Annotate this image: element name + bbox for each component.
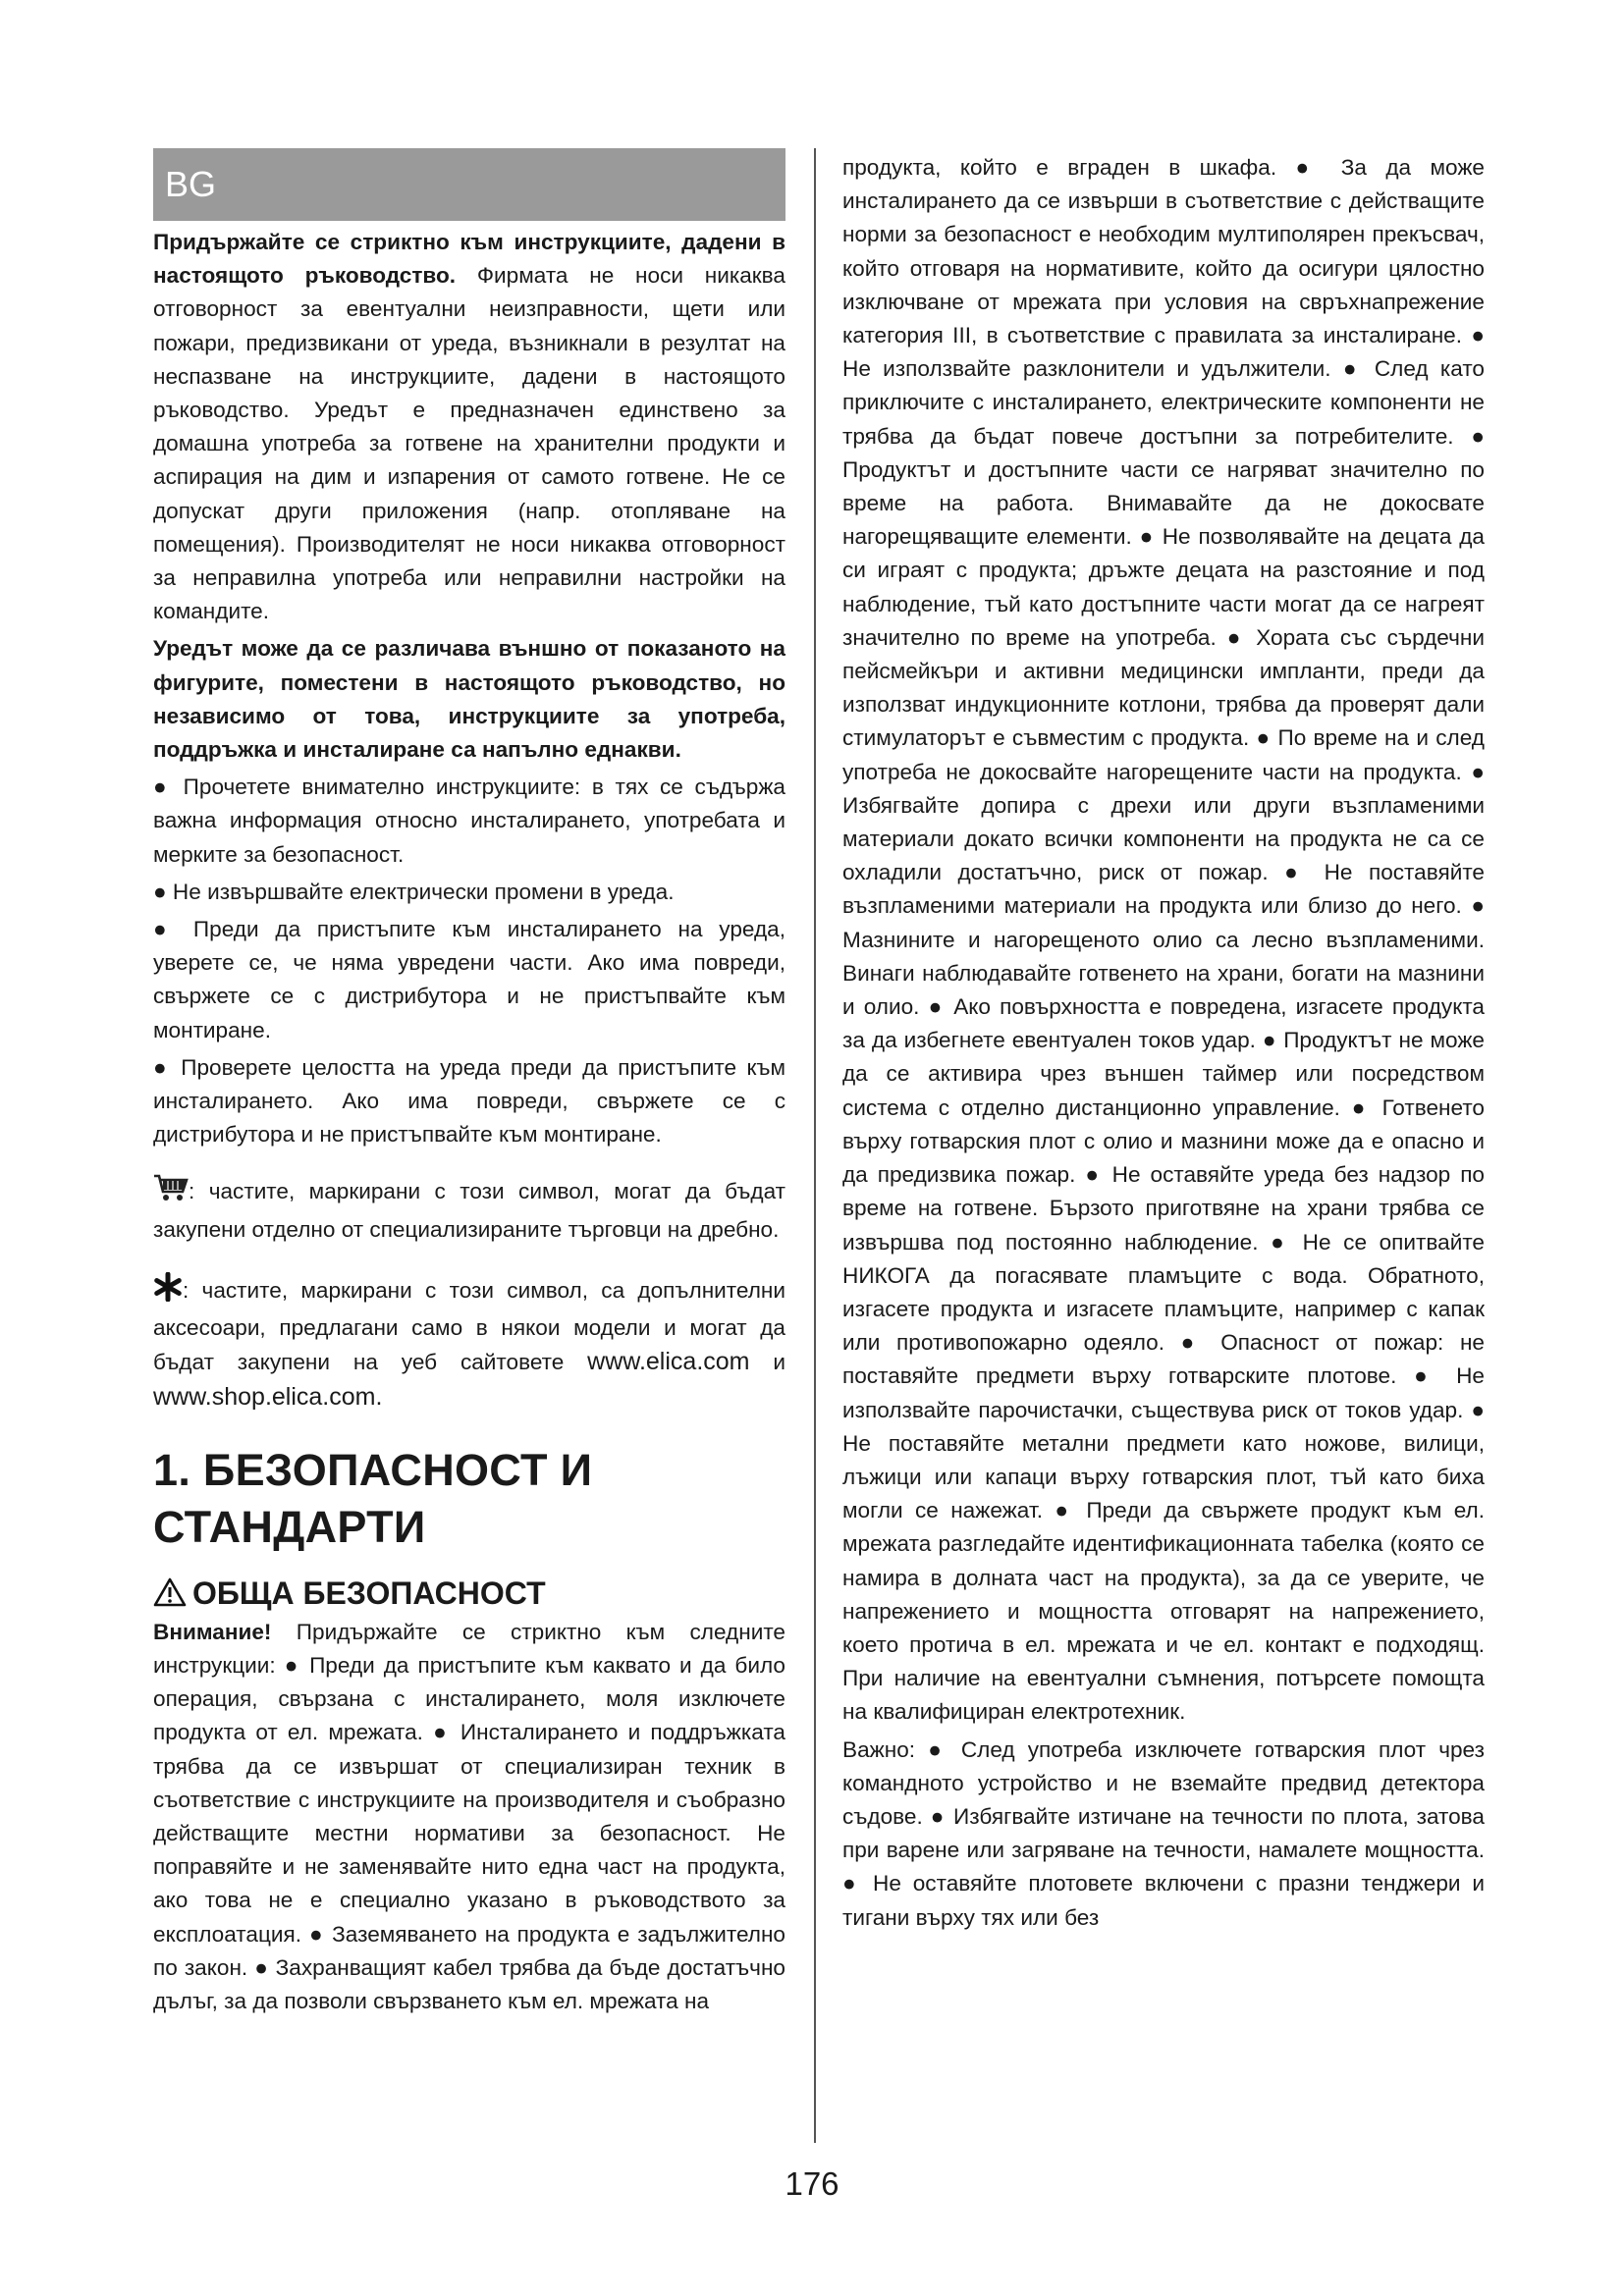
bullet-check-damage: ● Преди да пристъпите към инсталирането на уреда, уверете се, че няма увредени части. Ако има повреди, свържете се с дистрибутора и не пристъпвайте към монтиране. <box>153 917 785 1042</box>
bullet-check-integrity: ● Проверете целостта на уреда преди да пристъпите към инсталирането. Ако има повреди, свържете се с дистрибутора и не пристъпвайте към монтиране. <box>153 1054 785 1148</box>
intro-text: Фирмата не носи никаква отговорност за евентуални неизправности, щети или пожари, предизвикани от уреда, възникнали в резултат на неспазване на инструкциите, дадени в настоящото ръководство. Уредът е предназначен единствено за домашна употреба за готвене на хранителни продукти и аспирация на дим и изпарения от самото готвене. Не се допускат други приложения (напр. отопляване на помещения). Производителят не носи никаква отговорност за неправилна употреба или неправилни настройки на командите. <box>153 263 786 624</box>
column-divider <box>814 148 816 2143</box>
website-link-shop[interactable]: www.shop.elica.com. <box>153 1382 383 1411</box>
important-text: ● След употреба изключете готварския плот чрез командното устройство и не вземайте предвид детектора съдове. ● Избягвайте изтичане на течности по плота, затова при варене или загряване на течности, намалете мощността. ● Не оставяйте плотовете включени с празни тенджери и тигани върху тях или без <box>842 1736 1485 1930</box>
website-and: и <box>749 1350 785 1375</box>
subsection-title <box>153 1574 785 1616</box>
intro-paragraph <box>153 226 785 628</box>
attention-label: Внимание! <box>153 1619 272 1644</box>
cart-symbol-note <box>153 1173 785 1246</box>
asterisk-icon <box>153 1272 183 1311</box>
cart-note-text: : частите, маркирани с този символ, могат да бъдат закупени отделно от специализираните търговци на дребно. <box>153 1179 785 1242</box>
important-paragraph <box>842 1734 1485 1935</box>
star-symbol-note <box>153 1272 785 1415</box>
appearance-note: Уредът може да се различава външно от показаното на фигурите, поместени в настоящото ръководство, но независимо от това, инструкциите за употреба, поддръжка и инсталиране са напълно еднакви. <box>153 636 785 763</box>
bullet-no-electrical-changes: ● Не извършвайте електрически промени в уреда. <box>153 879 675 904</box>
website-link-elica[interactable]: www.elica.com <box>587 1348 750 1376</box>
shopping-cart-icon <box>153 1173 189 1212</box>
section-title: 1. БЕЗОПАСНОСТ И СТАНДАРТИ <box>153 1444 593 1552</box>
language-tag: BG <box>165 164 217 204</box>
bullet-read-instructions: ● Прочетете внимателно инструкциите: в тях се съдържа важна информация относно инсталирането, употребата и мерките за безопасност. <box>153 774 785 867</box>
warning-triangle-icon <box>153 1576 187 1616</box>
safety-continued: продукта, който е вграден в шкафа. ● За да може инсталирането да се извърши в съответствие с действащите норми за безопасност е необходим мултиполярен прекъсвач, който отговаря на нормативите, който да осигури цялостно изключване от мрежата при условия на свръхнапрежение категория III, в съответствие с правилата за инсталиране. ● Не използвайте разклонители и удължители. ● След като приключите с инсталирането, електрическите компоненти не трябва да бъдат повече достъпни за потребителите. ● Продуктът и достъпните части се нагряват значително по време на работа. Внимавайте да не докосвате нагорещяващите елементи. ● Не позволявайте на децата да си играят с продукта; дръжте децата на разстояние и под наблюдение, тъй като достъпните части могат да се нагреят значително по време на употреба. ● Хората със сърдечни пейсмейкъри и активни медицински импланти, преди да използват индукционните котлони, трябва да проверят дали стимулаторът е съвместим с продукта. ● По време на и след употреба не докосвайте нагорещените части на продукта. ● Избягвайте допира с дрехи или други възпламеними материали докато всички компоненти на продукта не са се охладили достатъчно, риск от пожар. ● Не поставяйте възпламеними материали на продукта или близо до него. ● Мазнините и нагорещеното олио са лесно възпламеними. Винаги наблюдавайте готвенето на храни, богати на мазнини и олио. ● Ако повърхността е повредена, изгасете продукта за да избегнете евентуален токов удар. ● Продуктът не може да се активира чрез външен таймер или посредством система с отделно дистанционно управление. ● Готвенето върху готварския плот с олио и мазнини може да е опасно и да предизвика пожар. ● Не оставяйте уреда без надзор по време на готвене. Бързото приготвяне на храни трябва се извършва под постоянно наблюдение. ● Не се опитвайте НИКОГА да погасявате пламъците с вода. Обратното, изгасете продукта и изгасете пламъците, например с капак или противопожарно одеяло. ● Опасност от пожар: не поставяйте предмети върху готварските плотове. ● Не използвайте парочистачки, съществува риск от токов удар. ● Не поставяйте метални предмети като ножове, вилици, лъжици или капаци върху готварския плот, тъй като биха могли се нажежат. ● Преди да свържете продукт към ел. мрежата разгледайте идентификационната табелка (която се намира в долната част на продукта), за да се уверите, че напрежението и мощността отговарят на напрежението, което протича в ел. мрежата и че ел. контакт е подходящ. При наличие на евентуални съмнения, потърсете помощта на квалифициран електротехник. <box>842 155 1485 1725</box>
left-column <box>153 226 785 2018</box>
star-note-text: : частите, маркирани с този символ, са допълнителни аксесоари, предлагани само в някои модели и могат да бъдат закупени на уеб сайтовете <box>153 1277 785 1375</box>
attention-text: Придържайте се стриктно към следните инструкции: ● Преди да пристъпите към каквато и да било операция, свързана с инсталирането, моля изключете продукта от ел. мрежата. ● Инсталирането и поддръжката трябва да се извършат от специализиран техник в съответствие с инструкциите на производителя и съобразно действащите местни нормативи за безопасност. Не поправяйте и не заменявайте нито една част на продукта, ако това не е специално указано в ръководството за експлоатация. ● Заземяването на продукта е задължително по закон. ● Захранващият кабел трябва да бъде достатъчно дълъг, за да позволи свързването към ел. мрежата на <box>153 1619 785 2013</box>
language-band <box>153 148 785 221</box>
attention-paragraph <box>153 1616 785 2018</box>
important-label: Важно: <box>842 1736 916 1762</box>
right-column <box>842 151 1485 1935</box>
page-number: 176 <box>785 2165 839 2202</box>
subsection-title-text: ОБЩА БЕЗОПАСНОСТ <box>192 1575 546 1611</box>
intro-bold: Придържайте се стриктно към инструкциите, дадени в настоящото ръководство. <box>153 230 785 289</box>
